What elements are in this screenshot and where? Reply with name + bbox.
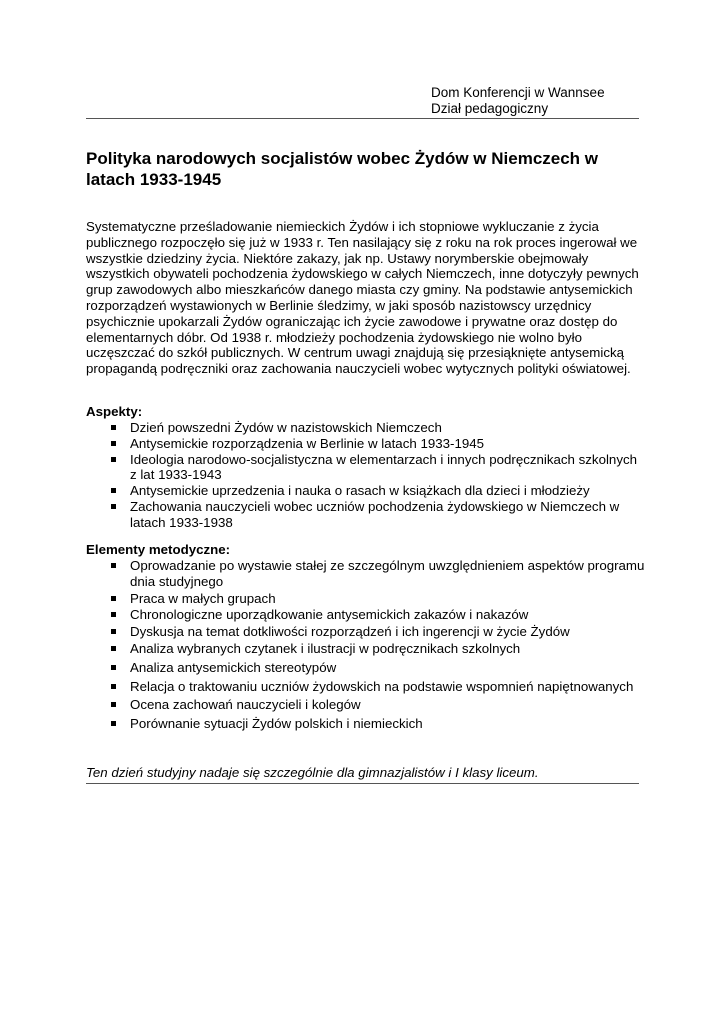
list-item <box>86 697 646 713</box>
square-bullet-icon <box>111 702 116 707</box>
list-item-text: Analiza wybranych czytanek i ilustracji w podręcznikach szkolnych <box>130 640 521 656</box>
square-bullet-icon <box>111 563 116 568</box>
list-item-text: Zachowania nauczycieli wobec uczniów pochodzenia żydowskiego w Niemczech w latach 1933-1938 <box>130 498 620 530</box>
list-item-text: Ideologia narodowo-socjalistyczna w elementarzach i innych podręcznikach szkolnych z lat 1933-1943 <box>130 451 638 483</box>
square-bullet-icon <box>111 629 116 634</box>
list-item <box>86 499 646 531</box>
list-item <box>86 679 646 695</box>
list-item-text: Antysemickie rozporządzenia w Berlinie w latach 1933-1945 <box>130 435 485 451</box>
document-title: Polityka narodowych socjalistów wobec Żydów w Niemczech w latach 1933-1945 <box>86 149 599 189</box>
square-bullet-icon <box>111 646 116 651</box>
square-bullet-icon <box>111 596 116 601</box>
department-name: Dział pedagogiczny <box>431 101 549 116</box>
list-item <box>86 641 646 657</box>
intro-paragraph: Systematyczne prześladowanie niemieckich Żydów i ich stopniowe wykluczanie z życia publicznego rozpoczęło się już w 1933 r. Ten nasilający się z roku na rok proces ingerował we wszystkie dziedziny życia. Niektóre zakazy, jak np. Ustawy norymberskie obejmowały wszystkich obywateli pochodzenia żydowskiego w całych Niemczech, inne dotyczyły pewnych grup zawodowych albo mieszkańców danego miasta czy gminy. Na podstawie antysemickich rozporządzeń wystawionych w Berlinie śledzimy, w jaki sposób nazistowscy urzędnicy psychicznie upokarzali Żydów ograniczając ich życie zawodowe i prywatne oraz dostęp do elementarnych dóbr. Od 1938 r. młodzieży pochodzenia żydowskiego nie wolno było uczęszczać do szkół publicznych. W centrum uwagi znajdują się przesiąknięte antysemicką propagandą podręczniki oraz zachowania nauczycieli wobec wytycznych polityki oświatowej. <box>86 219 639 377</box>
list-item <box>86 452 646 484</box>
list-item-text: Dzień powszedni Żydów w nazistowskich Niemczech <box>130 420 442 435</box>
list-item <box>86 591 646 607</box>
header-divider <box>86 118 639 119</box>
square-bullet-icon <box>111 457 116 462</box>
footer-note: Ten dzień studyjny nadaje się szczególnie dla gimnazjalistów i I klasy liceum. <box>86 765 539 780</box>
aspects-list <box>86 420 646 531</box>
list-item <box>86 558 646 590</box>
list-item <box>86 483 646 499</box>
list-item <box>86 624 646 640</box>
list-item <box>86 607 646 623</box>
methods-heading: Elementy metodyczne: <box>86 542 231 557</box>
list-item <box>86 660 646 676</box>
aspects-heading: Aspekty: <box>86 404 143 419</box>
square-bullet-icon <box>111 665 116 670</box>
square-bullet-icon <box>111 721 116 726</box>
list-item-text: Porównanie sytuacji Żydów polskich i niemieckich <box>130 716 423 732</box>
square-bullet-icon <box>111 425 116 430</box>
aspects-section <box>86 404 646 531</box>
list-item-text: Dyskusja na temat dotkliwości rozporządzeń i ich ingerencji w życie Żydów <box>130 624 570 640</box>
document-header <box>431 85 640 117</box>
list-item <box>86 420 646 436</box>
square-bullet-icon <box>111 504 116 509</box>
square-bullet-icon <box>111 488 116 493</box>
square-bullet-icon <box>111 612 116 617</box>
square-bullet-icon <box>111 441 116 446</box>
institution-name: Dom Konferencji w Wannsee <box>431 85 605 100</box>
square-bullet-icon <box>111 684 116 689</box>
list-item-text: Relacja o traktowaniu uczniów żydowskich na podstawie wspomnień napiętnowanych <box>130 678 634 694</box>
list-item-text: Oprowadzanie po wystawie stałej ze szczególnym uwzględnieniem aspektów programu dnia studyjnego <box>130 558 645 589</box>
list-item <box>86 716 646 732</box>
list-item-text: Chronologiczne uporządkowanie antysemickich zakazów i nakazów <box>130 607 529 623</box>
list-item-text: Praca w małych grupach <box>130 590 276 606</box>
list-item-text: Antysemickie uprzedzenia i nauka o rasach w książkach dla dzieci i młodzieży <box>130 483 590 499</box>
list-item <box>86 436 646 452</box>
methods-section <box>86 542 646 733</box>
list-item-text: Ocena zachowań nauczycieli i kolegów <box>130 697 361 713</box>
footer-divider <box>86 783 639 784</box>
methods-list <box>86 558 646 732</box>
list-item-text: Analiza antysemickich stereotypów <box>130 659 337 675</box>
